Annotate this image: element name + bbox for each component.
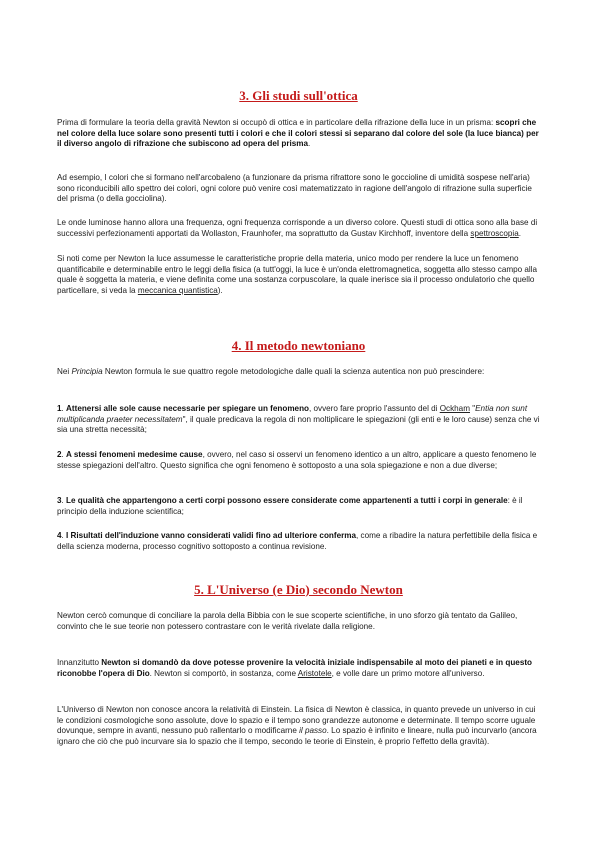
rule-item-1 [57, 404, 540, 436]
section-heading-optics: 3. Gli studi sull'ottica [239, 88, 358, 103]
bold-text: 4 [57, 531, 62, 540]
bold-text: 1 [57, 404, 62, 413]
text-run: . [518, 228, 521, 238]
text-run: . Lo spazio è infinito e lineare, nulla può incurvarlo (ancora ignaro che ciò che può incurvare sia lo spazio che il tempo, secondo le teorie di Einstein, è proprio l'effetto della gravità). [57, 726, 537, 746]
text-run: Newton cercò comunque di conciliare la parola della Bibbia con le sue scoperte scientifiche, in uno sforzo già tentato da Galileo, convinto che le sue teorie non potessero contrastare con le verità rivelate dalla religione. [57, 611, 518, 631]
text-run: . [61, 531, 67, 540]
text-run: ", il quale predicava la regola di non moltiplicare le spiegazioni (gli enti e le loro cause) senza che vi sia una stretta necessità; [57, 414, 540, 434]
wiki-link[interactable]: spettroscopia [470, 228, 519, 238]
bold-text: A stessi fenomeni medesime cause [66, 450, 203, 459]
wiki-link[interactable]: meccanica quantistica [137, 285, 218, 295]
text-run: Newton formula le sue quattro regole metodologiche dalle quali la scienza autentica non può prescindere: [102, 367, 485, 376]
rule-item-4 [57, 531, 540, 552]
text-run: Prima di formulare la teoria della gravità Newton si occupò di ottica e in particolare della rifrazione della luce in un prisma: [57, 118, 496, 127]
text-run: , ovvero fare proprio l'assunto del di [309, 404, 440, 413]
bold-text: 2 [57, 450, 62, 459]
bold-text: Le qualità che appartengono a certi corpi possono essere considerate come appartenenti a tutti i corpi in generale [66, 496, 508, 505]
text-run: . [61, 450, 67, 459]
text-run: Si noti come per Newton la luce assumesse le caratteristiche proprie della materia, unico modo per rendere la luce un fenomeno quantificabile e determinabile entro le leggi della fisica (a tutt'oggi, la luce è un'onda elettromagnetica, soggetta allo stesso campo alla quale è soggetta la materia, e viene definita come una sostanza corpuscolare, la quale inerisce sia il processo ondulatorio che quello particellare, si veda la [57, 254, 538, 295]
bold-text: I Risultati dell'induzione vanno considerati validi fino ad ulteriore conferma [66, 531, 357, 540]
paragraph [57, 173, 540, 205]
wiki-link[interactable]: Aristotele [297, 668, 332, 678]
text-run: L'Universo di Newton non conosce ancora la relatività di Einstein. La fisica di Newton è classica, in quanto prevede un universo in cui le condizioni cosmologiche sono assolute, dove lo spazio e il tempo sono grandezze autonome e determinate. Il tempo scorre uguale dovunque, sempre in avanti, nessuno può rallentarlo o modificarne [57, 705, 536, 735]
text-run: ). [217, 285, 223, 295]
text-run: . [61, 404, 67, 413]
text-run: " [469, 404, 476, 413]
text-run: , ovvero, nel caso si osservi un fenomeno identico a un altro, applicare a questo fenomeno le stesse spiegazioni dell'altro. Questo significa che ogni fenomeno è sottoposto a una sola spiegazione e non a due diverse; [57, 450, 537, 470]
text-run: . [308, 139, 311, 148]
text-run: , e volle dare un primo motore all'universo. [331, 668, 485, 678]
text-run: Ad esempio, I colori che si formano nell'arcobaleno (a funzionare da prisma rifrattore sono le goccioline di umidità sospese nell'aria) sono riconducibili allo spettro dei colori, ogni colore può venire così matematizzato in ragione dell'angolo di rifrazione sulla superficie del prisma (o della gocciolina). [57, 173, 532, 203]
paragraph [57, 218, 540, 239]
paragraph [57, 254, 540, 296]
wiki-link[interactable]: Ockham [439, 404, 470, 413]
text-run: : è il principio della induzione scientifica; [57, 496, 523, 516]
section-heading-universe: 5. L'Universo (e Dio) secondo Newton [194, 582, 403, 597]
paragraph [57, 367, 540, 378]
rule-item-3 [57, 496, 540, 517]
bold-text: 3 [57, 496, 62, 505]
text-run: . Newton si comportò, in sostanza, come [149, 668, 298, 678]
italic-text: il passo [299, 726, 327, 735]
bold-text: Newton si domandò da dove potesse provenire la velocità iniziale indispensabile al moto dei pianeti e in questo riconobbe l'opera di Dio [57, 658, 533, 678]
text-run: Le onde luminose hanno allora una frequenza, ogni frequenza corrisponde a un diverso colore. Questi studi di ottica sono alla base di successivi perfezionamenti apportati da Wollaston, Fraunhofer, ma soprattutto da Gustav Kirchhoff, inventore della [57, 218, 538, 238]
text-run: Innanzitutto [57, 658, 102, 667]
rule-item-2 [57, 450, 540, 471]
paragraph [57, 705, 540, 747]
paragraph [57, 611, 540, 632]
text-run: . [61, 496, 67, 505]
paragraph [57, 658, 540, 679]
text-run: Nei [57, 367, 72, 376]
section-heading-method: 4. Il metodo newtoniano [231, 338, 366, 353]
italic-text: Principia [71, 367, 103, 376]
text-run: , come a ribadire la natura perfettibile della fisica e della scienza moderna, processo cognitivo sottoposto a continua revisione. [57, 531, 538, 551]
italic-text: Entia non sunt multiplicanda praeter necessitatem [57, 404, 528, 424]
bold-text: scopri che nel colore della luce solare sono presenti tutti i colori e che il colori stessi si separano dal colore del sole (la luce bianca) per il diverso angolo di rifrazione che subiscono ad opera del prisma [57, 118, 539, 148]
bold-text: Attenersi alle sole cause necessarie per spiegare un fenomeno [66, 404, 309, 413]
paragraph [57, 118, 540, 150]
